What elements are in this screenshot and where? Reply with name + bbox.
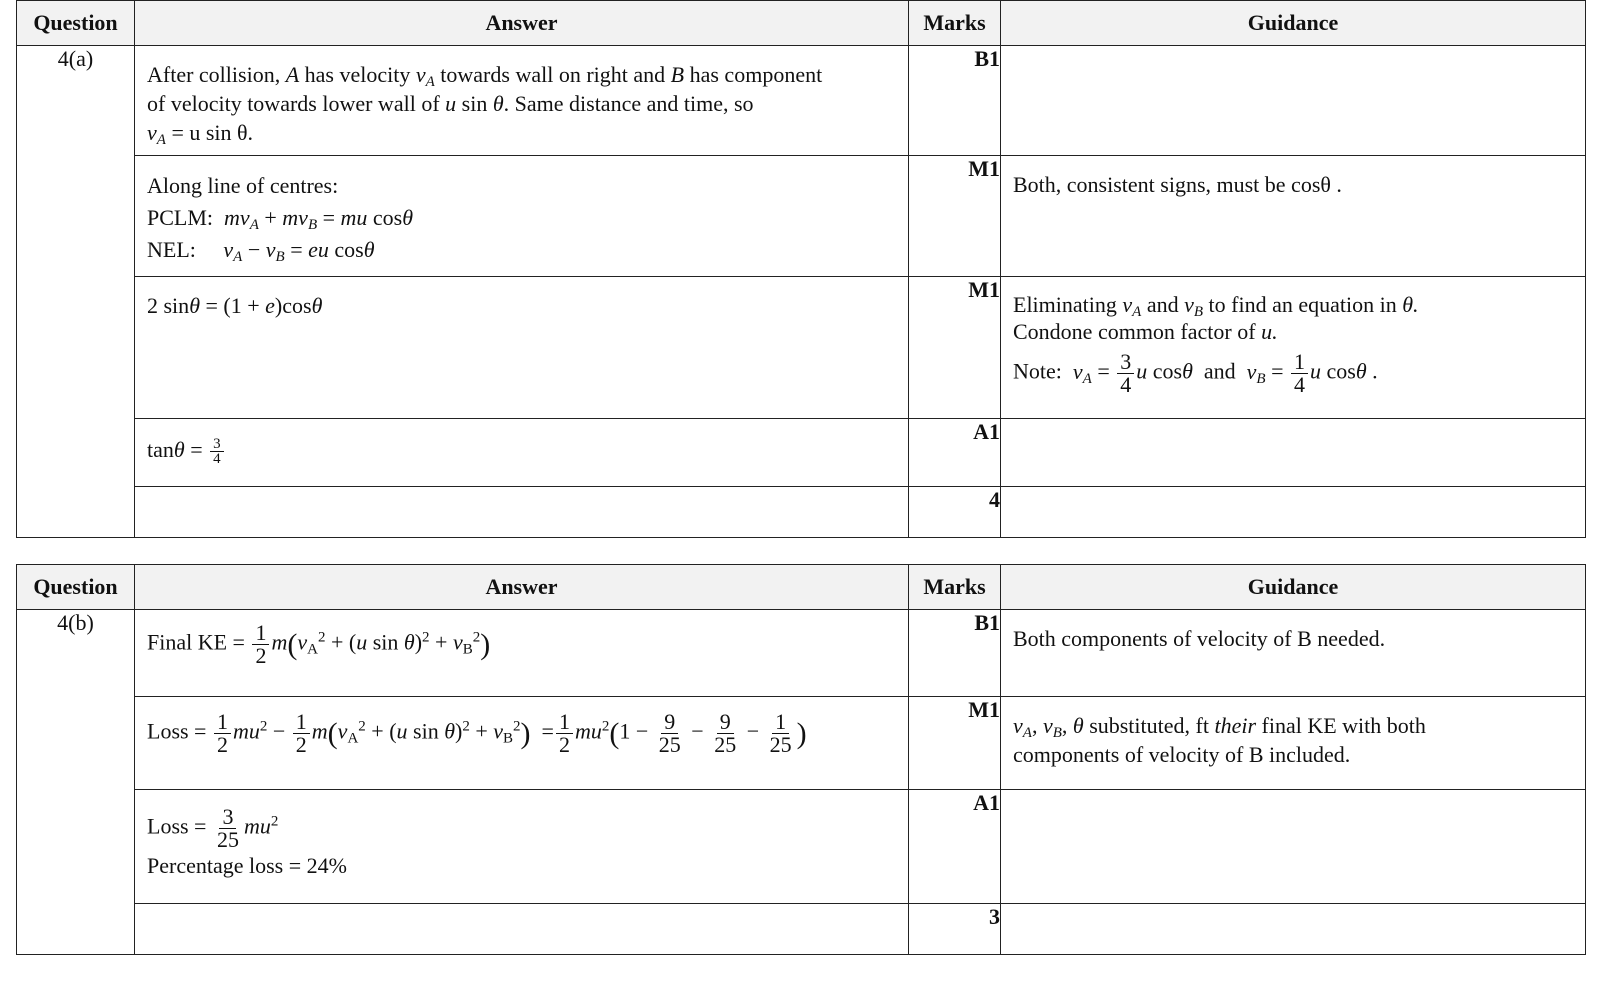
header-marks: Marks bbox=[909, 1, 1001, 46]
answer-cell: 2 sinθ = (1 + e)cosθ bbox=[135, 277, 909, 419]
header-guidance: Guidance bbox=[1001, 565, 1586, 610]
header-answer: Answer bbox=[135, 1, 909, 46]
mark-scheme-table-4a bbox=[16, 0, 1586, 538]
guidance-cell bbox=[1001, 419, 1586, 487]
header-guidance: Guidance bbox=[1001, 1, 1586, 46]
answer-cell: Along line of centres: PCLM: $mv_A + mv_B$ = mu cosθ NEL: $v_A - v_B$ = eu cosθ bbox=[135, 156, 909, 277]
mark-a1: A1 bbox=[909, 790, 1001, 904]
header-question: Question bbox=[17, 565, 135, 610]
mark-m1: M1 bbox=[909, 277, 1001, 419]
guidance-cell bbox=[1001, 46, 1586, 156]
guidance-cell: Both, consistent signs, must be cosθ . bbox=[1001, 156, 1586, 277]
guidance-cell: Eliminating $v_A$ and $v_B$ to find an equation in θ. Condone common factor of u. Note: $v_A$ = $\frac{3}{4}$ u cosθ and $v_B$ = $\frac{1}{4}$ u cosθ . bbox=[1001, 277, 1586, 419]
guidance-cell: Both components of velocity of B needed. bbox=[1001, 610, 1586, 697]
mark-scheme-table-4b bbox=[16, 564, 1586, 955]
guidance-cell bbox=[1001, 790, 1586, 904]
answer-cell: tanθ = $\frac{3}{4}$ bbox=[135, 419, 909, 487]
mark-m1: M1 bbox=[909, 156, 1001, 277]
guidance-cell bbox=[1001, 904, 1586, 955]
mark-m1: M1 bbox=[909, 697, 1001, 790]
guidance-cell bbox=[1001, 487, 1586, 538]
answer-cell bbox=[135, 487, 909, 538]
mark-b1: B1 bbox=[909, 610, 1001, 697]
answer-cell: Final KE = $\frac{1}{2}$ $m(v_A^2 + (u$ $\sin \theta)^2 + v_B^2$) bbox=[135, 610, 909, 697]
answer-cell: Loss = $\frac{1}{2}$ $mu^2$ − $\frac{1}{2}$ $m(v_A^2 + (u$ $\sin \theta)^2 + v_B^2$) = $\frac{1}{2}$ $mu^2(1$ − $\frac{9}{25}$ − $\frac{9}{25}$ − $\frac{1}{25}$ ) bbox=[135, 697, 909, 790]
question-number-4b: 4(b) bbox=[17, 610, 135, 955]
answer-cell: Loss = $\frac{3}{25}$ $mu^2$ Percentage loss = 24% bbox=[135, 790, 909, 904]
guidance-cell: $v_A$, $v_B$, θ substituted, ft their final KE with both components of velocity of B included. bbox=[1001, 697, 1586, 790]
total-marks: 3 bbox=[909, 904, 1001, 955]
mark-b1: B1 bbox=[909, 46, 1001, 156]
question-number-4a: 4(a) bbox=[17, 46, 135, 538]
header-question: Question bbox=[17, 1, 135, 46]
header-answer: Answer bbox=[135, 565, 909, 610]
answer-cell bbox=[135, 904, 909, 955]
mark-a1: A1 bbox=[909, 419, 1001, 487]
answer-cell: After collision, A has velocity $v_A$ towards wall on right and B has component of velocity towards lower wall of u sin θ. Same distance and time, so $v_A = u$ sin θ. bbox=[135, 46, 909, 156]
header-marks: Marks bbox=[909, 565, 1001, 610]
total-marks: 4 bbox=[909, 487, 1001, 538]
